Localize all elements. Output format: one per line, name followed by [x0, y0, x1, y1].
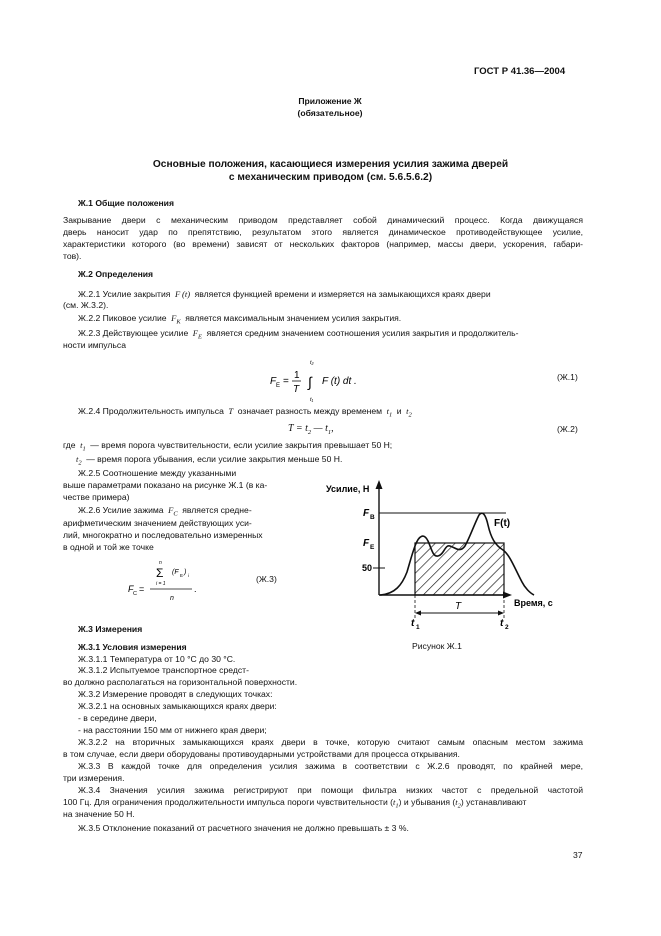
svg-text:(F: (F — [172, 569, 179, 576]
s3-line13: 100 Гц. Для ограничения продолжительности импульса пороги чувствительности $(t_1)$ и убывания $(t_2)$ устанавливают — [63, 797, 527, 810]
def-effective-force: Ж.2.3 Действующее усилие $F_E$ является средним значением соотношения усилия закрытия и продолжитель- — [78, 328, 519, 341]
def-closing-force-text: является функцией времени и измеряется на замыкающихся краях двери — [194, 289, 491, 299]
def-t1-text: — время порога чувствительности, если усилие закрытия превышает 50 Н; — [90, 440, 393, 450]
figure-force-time-graph — [320, 470, 560, 660]
section-3-heading: Ж.3 Измерения — [78, 624, 143, 634]
s3-line11: три измерения. — [63, 773, 125, 783]
svg-text:i: i — [188, 573, 189, 578]
def-effective-force-text: является средним значением соотношения усилия закрытия и продолжитель- — [206, 328, 519, 338]
peak-force-sub: B — [370, 514, 375, 521]
def-t1: где $t_1$ — время порога чувствительности, если усилие закрытия превышает 50 Н; — [63, 440, 393, 453]
section-1-line4: тов). — [63, 251, 82, 261]
t2-sub: 2 — [505, 624, 509, 631]
svg-text:): ) — [184, 569, 187, 576]
equation-2-label: (Ж.2) — [557, 424, 578, 434]
y-axis-label: Усилие, Н — [326, 484, 370, 494]
equation-2: $T = t_2$ — $t_1$, — [288, 423, 334, 436]
section-1-line1: Закрывание двери с механическим приводом представляет собой динамический процесс. Когда движущаяся — [63, 215, 583, 225]
section-1-heading: Ж.1 Общие положения — [78, 198, 174, 208]
svg-text:F: F — [270, 376, 277, 387]
rel-line2: выше параметрами показано на рисунке Ж.1 (в ка- — [63, 480, 268, 490]
section-1-line2: дверь наносит удар по препятствию, результатом этого является динамическое противодействующее усилие, — [63, 227, 583, 237]
s3-line7: - на расстоянии 150 мм от нижнего края двери; — [78, 725, 267, 735]
def-peak-force-label: Ж.2.2 Пиковое усилие — [78, 313, 167, 323]
def-clamp-force: Ж.2.6 Усилие зажима $F_C$ является средне- — [78, 505, 252, 518]
svg-text:t₂: t₂ — [310, 360, 314, 366]
peak-force-label: F — [363, 508, 370, 519]
svg-text:i = 1: i = 1 — [156, 581, 166, 587]
equation-3-formula — [128, 560, 208, 604]
svg-text:T: T — [293, 384, 300, 395]
s3-line5: Ж.3.2.1 на основных замыкающихся краях двери: — [78, 701, 277, 711]
duration-arrow-left — [415, 611, 421, 616]
s3-line9: в том случае, если двери оборудованы противоударными устройствами для процесса открывания. — [63, 749, 460, 759]
s3-line12: Ж.3.4 Значения усилия зажима регистрируют при помощи фильтра низких частот с предельной частотой — [78, 785, 583, 795]
main-title-line1: Основные положения, касающиеся измерения усилия зажима дверей — [152, 159, 509, 170]
svg-text:=: = — [139, 584, 145, 594]
svg-text:t₁: t₁ — [310, 397, 314, 403]
s3-line14: на значение 50 Н. — [63, 809, 135, 819]
svg-text:F (t) dt .: F (t) dt . — [322, 376, 357, 387]
def-pulse-duration-text: означает разность между временем — [237, 406, 383, 416]
rel-line3: честве примера) — [63, 492, 130, 502]
page-number: 37 — [573, 850, 583, 860]
s3-line2: Ж.3.1.2 Испытуемое транспортное средст- — [78, 665, 249, 675]
t1-label: t — [411, 618, 415, 629]
svg-text:C: C — [133, 591, 137, 597]
def-t1-prefix: где — [63, 440, 76, 450]
def-peak-force-text: является максимальным значением усилия закрытия. — [185, 313, 402, 323]
t2-label: t — [500, 618, 504, 629]
s3-line13-b: ) и убывания ( — [398, 797, 456, 807]
s3-line4: Ж.3.2 Измерение проводят в следующих точках: — [78, 689, 273, 699]
s3-line13-a: 100 Гц. Для ограничения продолжительности импульса пороги чувствительности ( — [63, 797, 393, 807]
equation-3 — [128, 560, 208, 609]
effective-force-sub: E — [370, 544, 375, 551]
equation-1-formula — [270, 356, 380, 408]
def-clamp-line2: арифметическим значением действующих уси- — [63, 518, 252, 528]
appendix-title: Приложение Ж — [298, 96, 362, 106]
s3-line10: Ж.3.3 В каждой точке для определения усилия зажима в соответствии с Ж.2.6 проводят, по крайней мере, — [78, 761, 583, 771]
svg-text:Σ: Σ — [156, 566, 164, 580]
threshold-label: 50 — [362, 563, 373, 573]
effective-force-area — [415, 543, 504, 595]
def-pulse-duration-and: и — [396, 406, 402, 416]
s3-line15: Ж.3.5 Отклонение показаний от расчетного значения не должно превышать ± 3 %. — [78, 823, 409, 833]
equation-3-label: (Ж.3) — [256, 574, 277, 584]
effective-force-label: F — [363, 538, 370, 549]
def-clamp-line3: лий, многократно и последовательно измеренных — [63, 530, 263, 540]
svg-text:E: E — [276, 383, 281, 389]
def-pulse-duration: Ж.2.4 Продолжительность импульса T означает разность между временем $t_1$ и $t_2$ — [78, 406, 412, 419]
t1-sub: 1 — [416, 624, 420, 631]
def-peak-force: Ж.2.2 Пиковое усилие $F_K$ является максимальным значением усилия закрытия. — [78, 313, 402, 326]
svg-text:1: 1 — [294, 370, 300, 381]
s3-line13-c: ) устанавливают — [460, 797, 527, 807]
def-clamp-line4: в одной и той же точке — [63, 542, 154, 552]
svg-text:E: E — [180, 573, 184, 578]
y-axis-arrow — [376, 480, 383, 489]
s3-line3: во должно располагаться на горизонтальной поверхности. — [63, 677, 298, 687]
def-closing-force: Ж.2.1 Усилие закрытия F (t) является функцией времени и измеряется на замыкающихся краях двери — [78, 289, 491, 299]
section-3-1-heading: Ж.3.1 Условия измерения — [78, 642, 187, 652]
curve-label: F(t) — [494, 518, 511, 529]
main-title-line2: с механическим приводом (см. 5.6.5.6.2) — [228, 172, 433, 183]
document-number: ГОСТ Р 41.36—2004 — [474, 66, 566, 77]
def-t2-text: — время порога убывания, если усилие закрытия меньше 50 Н. — [86, 454, 343, 464]
x-axis-label: Время, с — [514, 598, 553, 608]
equation-1-label: (Ж.1) — [557, 372, 578, 382]
svg-text:n: n — [170, 595, 174, 602]
def-effective-force-label: Ж.2.3 Действующее усилие — [78, 328, 189, 338]
def-closing-force-line2: (см. Ж.3.2). — [63, 300, 109, 310]
def-pulse-duration-label: Ж.2.4 Продолжительность импульса — [78, 406, 224, 416]
figure-caption: Рисунок Ж.1 — [412, 641, 462, 651]
section-2-heading: Ж.2 Определения — [78, 269, 154, 279]
s3-line8: Ж.3.2.2 на вторичных замыкающихся краях двери в точке, которую считают самым опасным местом зажима — [78, 737, 583, 747]
svg-text:.: . — [194, 584, 197, 594]
duration-label: T — [455, 601, 462, 612]
rel-line1: Ж.2.5 Соотношение между указанными — [78, 468, 237, 478]
def-clamp-force-text: является средне- — [182, 505, 252, 515]
def-effective-force-line2: ности импульса — [63, 340, 126, 350]
duration-arrow-right — [498, 611, 504, 616]
s3-line6: - в середине двери, — [78, 713, 157, 723]
svg-text:n: n — [159, 560, 162, 566]
def-closing-force-label: Ж.2.1 Усилие закрытия — [78, 289, 171, 299]
svg-text:=: = — [283, 376, 289, 387]
s3-line1: Ж.3.1.1 Температура от 10 °С до 30 °С. — [78, 654, 236, 664]
def-t2: $t_2$ — время порога убывания, если усилие закрытия меньше 50 Н. — [76, 454, 343, 467]
section-1-line3: характеристики которого (во времени) зависят от нескольких факторов (например, массы двери, ускорения, габари- — [63, 239, 583, 249]
svg-text:F: F — [128, 584, 134, 594]
equation-1 — [270, 356, 380, 413]
def-clamp-force-label: Ж.2.6 Усилие зажима — [78, 505, 164, 515]
svg-text:∫: ∫ — [308, 374, 312, 390]
appendix-subtitle: (обязательное) — [297, 108, 363, 118]
